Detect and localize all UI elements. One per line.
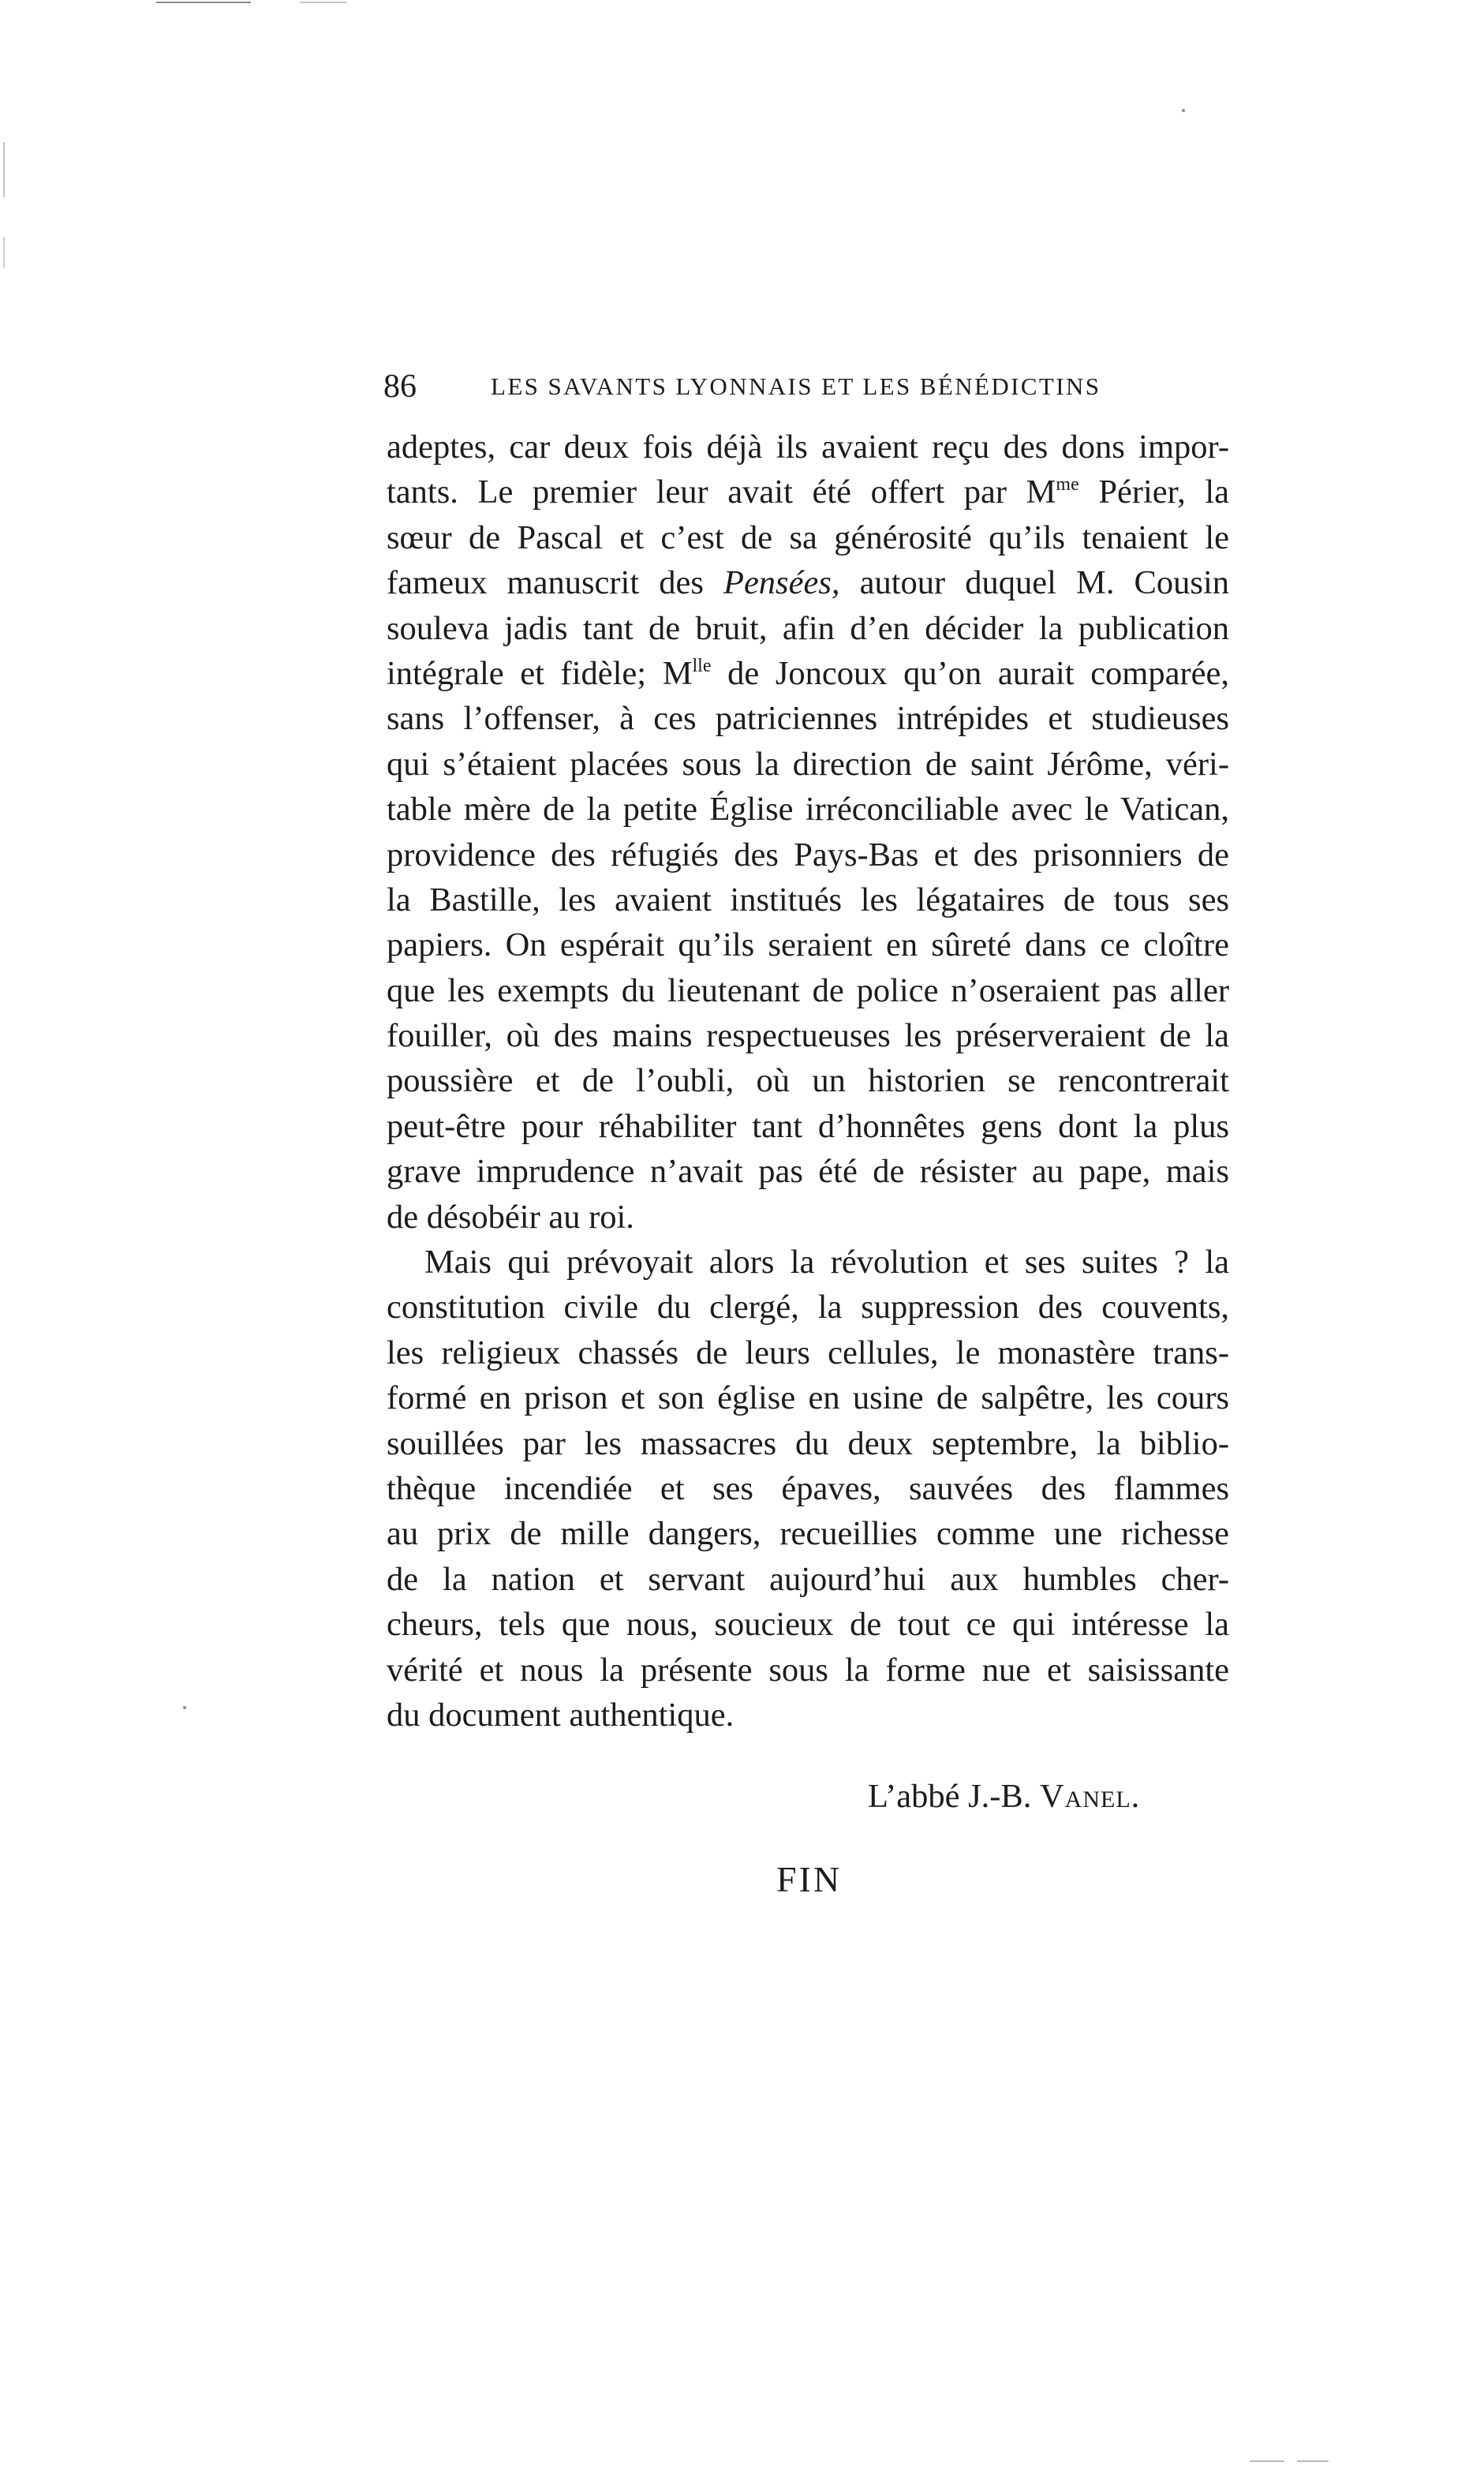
- text-line: table mère de la petite Église irréconciliable avec le Vatican,: [387, 791, 1229, 829]
- scan-artifact: [1250, 2460, 1284, 2462]
- scan-artifact: [183, 1706, 186, 1709]
- text-line: tants. Le premier leur avait été offert par $M^{me}$ Périer, la: [387, 473, 1229, 511]
- text-line: souillées par les massacres du deux septembre, la biblio-: [387, 1424, 1229, 1462]
- text-line: les religieux chassés de leurs cellules, le monastère trans-: [387, 1334, 1229, 1371]
- body-text: [387, 425, 1229, 1738]
- paragraph: [387, 1240, 1229, 1738]
- text-line: au prix de mille dangers, recueillies comme une richesse: [387, 1515, 1229, 1553]
- text-line: fameux manuscrit des Pensées, autour duquel M. Cousin: [387, 564, 1229, 602]
- text-line: qui s’étaient placées sous la direction de saint Jérôme, véri-: [387, 745, 1229, 783]
- text-line: sans l’offenser, à ces patriciennes intrépides et studieuses: [387, 700, 1229, 738]
- text-line: peut-être pour réhabiliter tant d’honnêtes gens dont la plus: [387, 1107, 1229, 1145]
- signature-prefix: L’abbé J.-B.: [868, 1778, 1040, 1815]
- text-line: fouiller, où des mains respectueuses les préserveraient de la: [387, 1017, 1229, 1055]
- signature-surname: Vanel.: [1039, 1778, 1141, 1815]
- text-line: que les exempts du lieutenant de police n’oseraient pas aller: [387, 971, 1229, 1009]
- author-signature: [868, 1774, 1140, 1819]
- text-line: cheurs, tels que nous, soucieux de tout ce qui intéresse la: [387, 1606, 1229, 1644]
- italic-title: Pensées,: [723, 564, 840, 602]
- scan-artifact: [156, 2, 251, 3]
- text-line: adeptes, car deux fois déjà ils avaient reçu des dons impor-: [387, 428, 1229, 466]
- text-line: vérité et nous la présente sous la forme nue et saisissante: [387, 1651, 1229, 1689]
- superscript: me: [1056, 474, 1079, 496]
- scan-artifact: [300, 2, 347, 3]
- text-line: du document authentique.: [387, 1696, 735, 1734]
- text-line: de la nation et servant aujourd’hui aux humbles cher-: [387, 1560, 1229, 1598]
- text-line: de désobéir au roi.: [387, 1198, 634, 1236]
- end-mark: FIN: [776, 1859, 843, 1899]
- running-header: [383, 365, 1235, 409]
- text-line: poussière et de l’oubli, où un historien se rencontrerait: [387, 1062, 1229, 1100]
- scan-artifact: [1297, 2460, 1329, 2462]
- scan-artifact: [3, 237, 5, 268]
- page-number: 86: [383, 369, 417, 405]
- running-title: LES SAVANTS LYONNAIS ET LES BÉNÉDICTINS: [491, 372, 1101, 400]
- scan-artifact: [1182, 109, 1185, 112]
- text-line: thèque incendiée et ses épaves, sauvées des flammes: [387, 1469, 1229, 1507]
- superscript: lle: [692, 655, 712, 676]
- text-line: papiers. On espérait qu’ils seraient en sûreté dans ce cloître: [387, 926, 1229, 964]
- text-line: intégrale et fidèle; $M^{lle}$ de Joncoux qu’on aurait comparée,: [387, 654, 1229, 692]
- text-line: grave imprudence n’avait pas été de résister au pape, mais: [387, 1153, 1229, 1191]
- text-line: la Bastille, les avaient institués les légataires de tous ses: [387, 881, 1229, 919]
- text-line: souleva jadis tant de bruit, afin d’en décider la publication: [387, 609, 1229, 647]
- text-line: formé en prison et son église en usine de salpêtre, les cours: [387, 1379, 1229, 1417]
- paragraph: [387, 425, 1229, 1240]
- text-line: sœur de Pascal et c’est de sa générosité qu’ils tenaient le: [387, 518, 1229, 556]
- scan-artifact: [3, 142, 5, 197]
- text-line: constitution civile du clergé, la suppression des couvents,: [387, 1289, 1229, 1326]
- text-line: providence des réfugiés des Pays-Bas et des prisonniers de: [387, 836, 1229, 874]
- text-line: Mais qui prévoyait alors la révolution et ses suites ? la: [424, 1244, 1229, 1281]
